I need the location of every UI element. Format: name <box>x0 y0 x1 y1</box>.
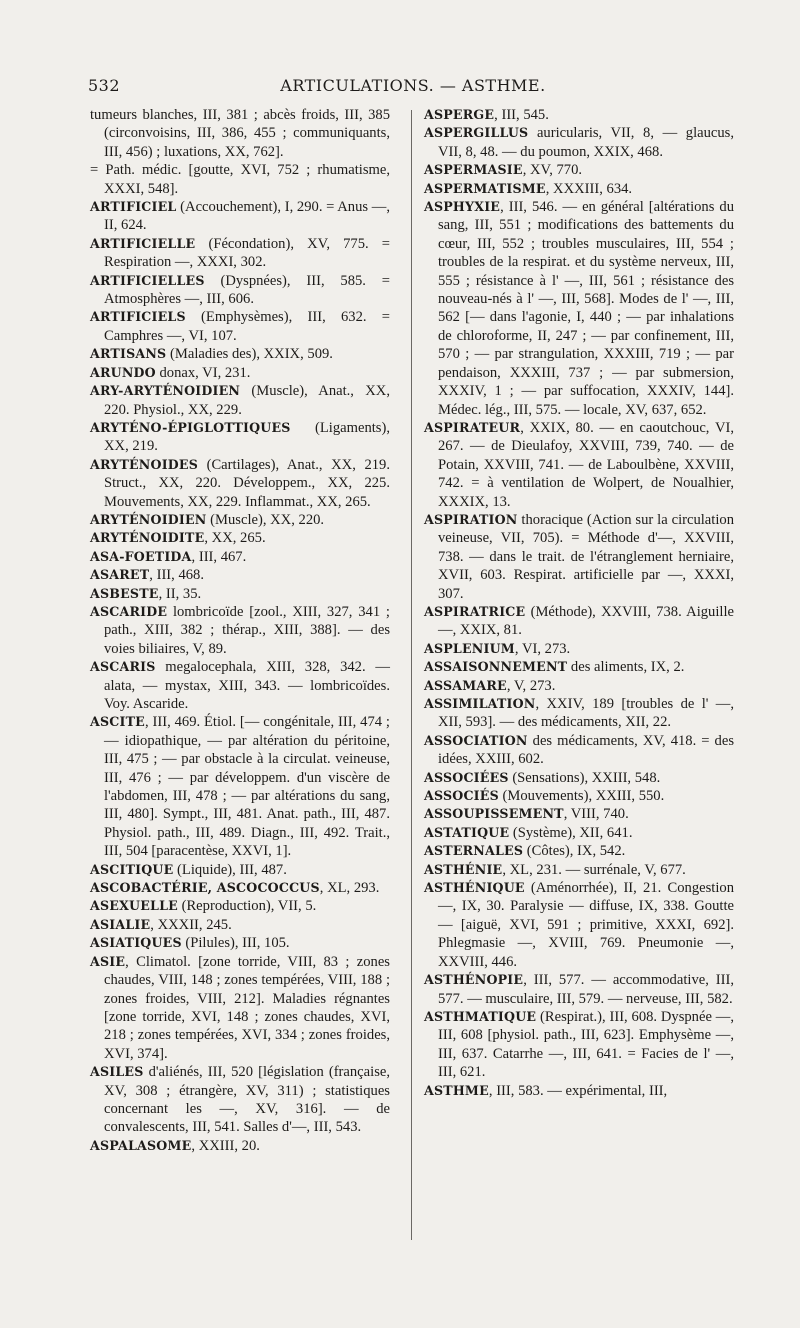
index-entry <box>90 308 390 345</box>
entry-text: , XXXIII, 634. <box>545 180 633 197</box>
entry-headword: ASCARIDE <box>90 603 168 619</box>
entry-text: , II, 35. <box>158 585 202 602</box>
entry-text: , XL, 231. — surrénale, V, 677. <box>502 861 686 878</box>
index-entry <box>90 897 390 915</box>
entry-headword: ASPALASOME <box>90 1137 192 1153</box>
index-entry <box>424 695 734 732</box>
entry-text: tumeurs blanches, III, 381 ; abcès froids, III, 385 (circonvoisins, III, 386, 455 ; communiquants, III, 456) ; luxations, XX, 762]. <box>90 107 390 160</box>
running-title: ARTICULATIONS. — ASTHME. <box>280 76 546 95</box>
entry-text: des médicaments, XV, 418. = des idées, XXIII, 602. <box>438 732 734 768</box>
entry-text: , III, 577. — accommodative, III, 577. — musculaire, III, 579. — nerveuse, III, 582. <box>438 972 734 1007</box>
entry-text: , III, 583. — expérimental, III, <box>488 1082 668 1099</box>
index-entry <box>424 180 734 198</box>
index-entry <box>90 345 390 363</box>
entry-text: (Mouvements), XXIII, 550. <box>498 788 665 805</box>
index-entry <box>90 1063 390 1137</box>
entry-headword: ASCITIQUE <box>90 861 174 877</box>
entry-headword: ASA-FOETIDA <box>90 548 192 564</box>
entry-text: (Muscle), XX, 220. <box>206 511 325 528</box>
entry-headword: ARYTÉNOIDES <box>90 456 198 472</box>
index-entry <box>90 529 390 547</box>
entry-headword: ASSAMARE <box>424 677 507 693</box>
entry-text: (Muscle), Anat., XX, 220. Physiol., XX, 229. <box>104 383 390 418</box>
index-entry <box>424 971 734 1008</box>
entry-text: , III, 545. <box>494 107 549 123</box>
index-entry <box>90 548 390 566</box>
index-entry <box>90 235 390 272</box>
index-entry <box>424 1082 734 1100</box>
entry-headword: ASBESTE <box>90 585 159 601</box>
index-entry <box>90 511 390 529</box>
entry-text: , III, 469. Étiol. [— congénitale, III, 474 ; — idiopathique, — par altération du péritoine, III, 475 ; — par obstacle à la circulat. veineuse, III, 476 ; — par développem. d'un viscère de l'abdomen, III, 478 ; — par altérations du sang, III, 480]. Sympt., III, 481. Anat. path., III, 487. Physiol. path., III, 489. Diagn., III, 492. Trait., III, 504 [paracentèse, XXVI, 1]. <box>104 714 390 860</box>
index-entry <box>90 382 390 419</box>
entry-headword: ASTHME <box>424 1082 489 1098</box>
entry-text: , III, 467. <box>191 548 247 565</box>
index-entry <box>90 953 390 1063</box>
entry-headword: ARYTÉNO-ÉPIGLOTTIQUES <box>90 419 291 435</box>
index-entry <box>424 658 734 676</box>
left-column <box>90 106 390 1155</box>
column-divider <box>411 110 412 1240</box>
entry-text: (Système), XII, 641. <box>509 824 633 841</box>
index-entry <box>424 161 734 179</box>
index-entry <box>90 585 390 603</box>
entry-headword: ASSOCIÉS <box>424 788 499 804</box>
entry-text: (Pilules), III, 105. <box>181 935 290 952</box>
entry-text: , XXIV, 189 [troubles de l' —, XII, 593]. — des médicaments, XII, 22. <box>438 696 734 731</box>
entry-text: d'aliénés, III, 520 [législation (française, XV, 308 ; étrangère, XV, 311) ; statistiques concernant les —, XV, 316]. — de convalescents, III, 541. Salles d'—, III, 543. <box>104 1064 390 1136</box>
index-entry <box>90 603 390 658</box>
index-entry <box>424 677 734 695</box>
index-entry <box>424 805 734 823</box>
index-entry <box>90 879 390 897</box>
entry-headword: ASPIRATRICE <box>424 603 526 619</box>
entry-headword: ASTHÉNIQUE <box>424 880 525 896</box>
entry-text: des aliments, IX, 2. <box>567 659 685 676</box>
entry-headword: ASIE <box>90 953 126 969</box>
entry-headword: ARTIFICIELLES <box>90 272 205 288</box>
entry-headword: ASSAISONNEMENT <box>424 659 568 675</box>
entry-text: , VI, 273. <box>514 640 571 657</box>
entry-text: (Dyspnées), III, 585. = Atmosphères —, III, 606. <box>104 272 390 308</box>
entry-headword: ASPHYXIE <box>424 199 501 215</box>
index-entry <box>90 198 390 235</box>
entry-text: , III, 468. <box>149 567 204 584</box>
entry-headword: ARTIFICIELS <box>90 309 186 325</box>
index-entry <box>424 732 734 769</box>
index-entry <box>90 566 390 584</box>
index-entry <box>90 658 390 713</box>
entry-headword: ASTHÉNOPIE <box>424 972 524 988</box>
index-entry <box>424 879 734 971</box>
entry-text: (Maladies des), XXIX, 509. <box>166 346 333 363</box>
entry-headword: ASIALIE <box>90 916 151 932</box>
index-entry <box>90 272 390 309</box>
entry-headword: ASPIRATION <box>424 511 518 527</box>
entry-text: thoracique (Action sur la circulation veineuse, VII, 705). = Méthode d'—, XXVIII, 738. — dans le trait. de l'étranglement herniaire, XVII, 603. Respirat. artificielle par —, XXXI, 307. <box>438 511 734 602</box>
entry-text: (Fécondation), XV, 775. = Respiration —, XXXI, 302. <box>104 235 390 271</box>
entry-headword: ASCITE <box>90 714 145 730</box>
right-column <box>424 106 734 1100</box>
entry-text: , V, 273. <box>506 677 556 694</box>
entry-text: (Liquide), III, 487. <box>173 861 287 878</box>
entry-text: , XL, 293. <box>319 880 380 897</box>
entry-text: , III, 546. — en général [altérations du sang, III, 551 ; modifications des battements du cœur, III, 552 ; troubles musculaires, III, 554 ; troubles de la respirat. et du système nerveux, III, 555 ; résistance à l' —, III, 561 ; résistance des nouveau-nés à l' —, III, 568]. Modes de l' —, III, 562 [— dans l'agonie, I, 440 ; — par inhalations de chloroforme, II, 247 ; — par confinement, III, 570 ; — par strangulation, XXXIII, 719 ; — par pendaison, XXXIII, 737 ; — par submersion, XXXIV, 1 ; — par suffocation, XXXIV, 144]. Médec. lég., III, 575. — locale, XV, 637, 652. <box>438 199 734 418</box>
page-number: 532 <box>88 76 121 95</box>
index-entry <box>424 842 734 860</box>
entry-headword: ARTISANS <box>90 346 167 362</box>
index-entry <box>90 713 390 860</box>
entry-headword: ASSIMILATION <box>424 696 536 711</box>
entry-text: (Aménorrhée), II, 21. Congestion —, IX, 30. Paralysie — diffuse, IX, 338. Goutte — [aiguë, XVI, 591 ; primitive, XXXI, 692]. Phlegmasie —, XVIII, 769. Pneumonie —, XXVIII, 446. <box>438 880 734 970</box>
entry-headword: ARY-ARYTÉNOIDIEN <box>90 383 241 399</box>
entry-text: , XV, 770. <box>522 162 583 179</box>
entry-headword: ASTERNALES <box>424 843 524 859</box>
entry-headword: ASTHÉNIE <box>424 861 503 877</box>
index-entry <box>90 934 390 952</box>
index-entry <box>90 364 390 382</box>
entry-headword: ARTIFICIELLE <box>90 235 196 251</box>
index-entry <box>424 419 734 511</box>
entry-headword: ASTHMATIQUE <box>424 1008 537 1024</box>
entry-text: (Emphysèmes), III, 632. = Camphres —, VI, 107. <box>104 309 390 344</box>
index-entry <box>424 198 734 419</box>
entry-headword: ARYTÉNOIDITE <box>90 530 205 546</box>
index-entry <box>424 106 734 124</box>
entry-headword: ASSOUPISSEMENT <box>424 806 564 822</box>
entry-headword: ASPIRATEUR <box>424 419 521 435</box>
entry-headword: ASTATIQUE <box>424 824 510 840</box>
entry-headword: ASILES <box>90 1064 144 1080</box>
page-header <box>88 76 738 100</box>
entry-text: , XX, 265. <box>204 530 266 547</box>
entry-headword: ASPLENIUM <box>424 640 515 656</box>
entry-headword: ASCARIS <box>90 659 156 675</box>
index-entry <box>424 124 734 161</box>
entry-headword: ASIATIQUES <box>90 935 182 951</box>
index-entry <box>424 769 734 787</box>
entry-text: , XXIX, 80. — en caoutchouc, VI, 267. — de Dieulafoy, XXVIII, 739, 740. — de Potain, XXVIII, 741. — de Laboulbène, XXVIII, 742. = à ventilation de Wolpert, de Noualhier, XXXIX, 13. <box>438 419 734 510</box>
entry-headword: ARYTÉNOIDIEN <box>90 511 207 527</box>
index-entry <box>90 161 390 198</box>
index-entry <box>424 640 734 658</box>
entry-text: , XXXII, 245. <box>150 916 232 933</box>
entry-headword: ARTIFICIEL <box>90 199 177 215</box>
entry-text: megalocephala, XIII, 328, 342. — alata, — mystax, XIII, 343. — lombricoïdes. Voy. Ascaride. <box>104 659 390 712</box>
entry-text: = Path. médic. [goutte, XVI, 752 ; rhumatisme, XXXI, 548]. <box>90 162 390 197</box>
entry-text: , Climatol. [zone torride, VIII, 83 ; zones chaudes, VIII, 148 ; zones tempérées, VIII, 188 ; zones froides, VIII, 212]. Maladies régnantes [zone torride, XVI, 148 ; zones chaudes, XVI, 218 ; zones tempérées, XVI, 334 ; zones froides, XVI, 374]. <box>104 953 390 1062</box>
entry-text: (Cartilages), Anat., XX, 219. Struct., XX, 220. Développem., XX, 225. Mouvements, XX, 229. Inflammat., XX, 265. <box>104 456 390 510</box>
entry-headword: ASCOBACTÉRIE, ASCOCOCCUS <box>90 880 320 896</box>
entry-text: auricularis, VII, 8, — glaucus, VII, 8, 48. — du poumon, XXIX, 468. <box>438 125 734 160</box>
entry-text: (Côtes), IX, 542. <box>523 843 626 860</box>
entry-headword: ASPERGILLUS <box>424 125 529 141</box>
index-entry <box>90 1137 390 1155</box>
entry-headword: ASPERMASIE <box>424 162 523 178</box>
index-entry <box>424 603 734 640</box>
index-entry <box>424 861 734 879</box>
entry-text: (Reproduction), VII, 5. <box>177 898 317 915</box>
index-entry <box>90 916 390 934</box>
entry-text: , XXIII, 20. <box>191 1137 260 1154</box>
index-entry <box>90 419 390 456</box>
index-entry <box>424 511 734 603</box>
index-entry <box>424 1008 734 1082</box>
entry-text: (Respirat.), III, 608. Dyspnée —, III, 608 [physiol. path., III, 623]. Emphysème —, III, 637. Catarrhe —, III, 641. = Facies de l' —, III, 621. <box>438 1008 734 1081</box>
entry-text: donax, VI, 231. <box>155 364 251 381</box>
entry-text: lombricoïde [zool., XIII, 327, 341 ; path., XIII, 382 ; thérap., XIII, 388]. — des voies biliaires, V, 89. <box>104 603 390 657</box>
entry-text: , VIII, 740. <box>563 806 629 823</box>
entry-headword: ASSOCIATION <box>424 732 528 748</box>
entry-headword: ASSOCIÉES <box>424 769 509 785</box>
index-entry <box>424 824 734 842</box>
entry-headword: ASPERMATISME <box>424 180 546 196</box>
entry-headword: ASARET <box>90 567 150 583</box>
index-entry <box>424 787 734 805</box>
index-entry <box>90 106 390 161</box>
entry-text: (Sensations), XXIII, 548. <box>508 769 661 786</box>
index-entry <box>90 861 390 879</box>
entry-headword: ASPERGE <box>424 107 495 122</box>
entry-text: (Ligaments), XX, 219. <box>104 419 390 455</box>
entry-headword: ASEXUELLE <box>90 898 178 914</box>
entry-headword: ARUNDO <box>90 364 156 380</box>
entry-text: (Accouchement), I, 290. = Anus —, II, 624. <box>104 199 390 234</box>
entry-text: (Méthode), XXVIII, 738. Aiguille —, XXIX, 81. <box>438 603 734 639</box>
index-entry <box>90 456 390 511</box>
